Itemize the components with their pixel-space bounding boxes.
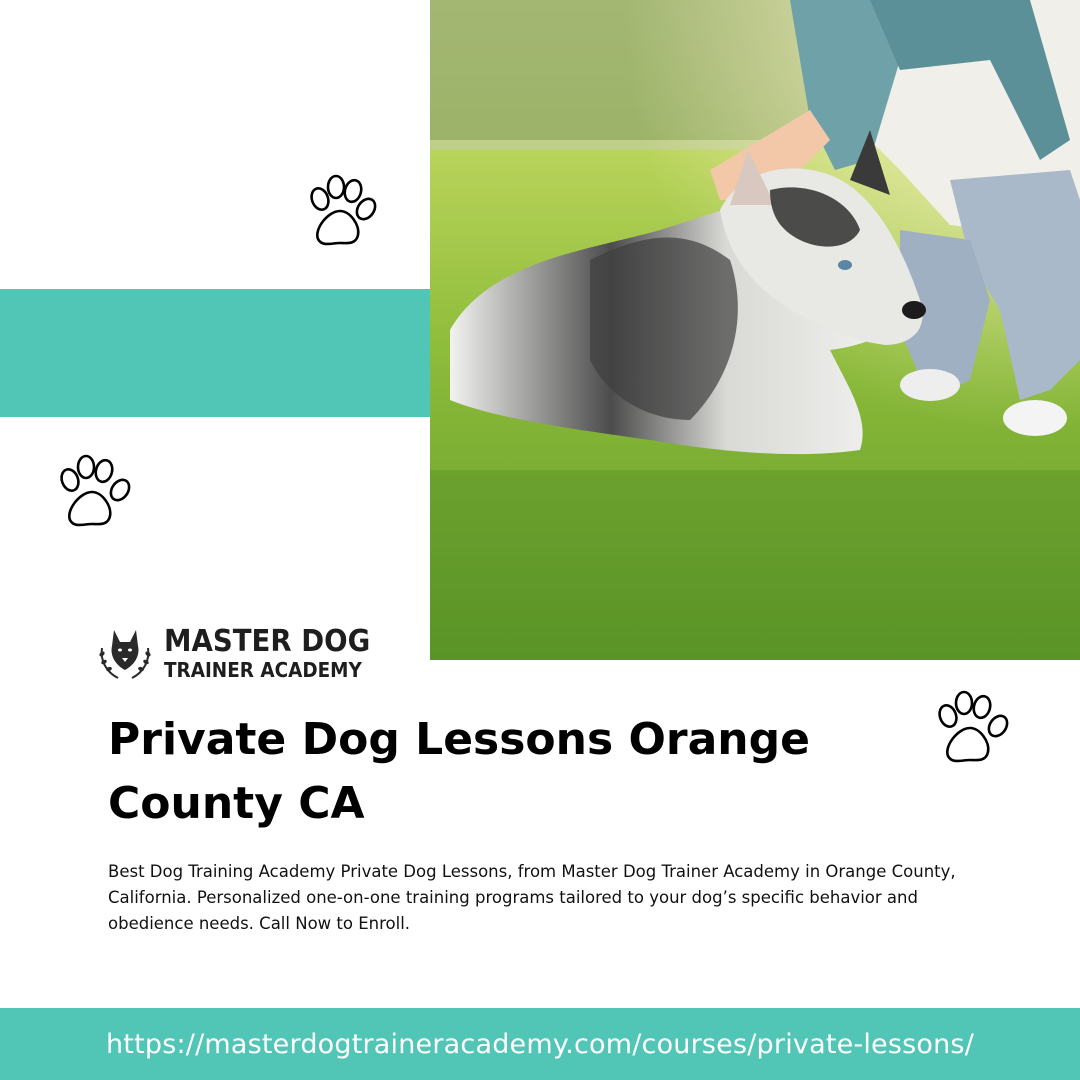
brand-name-line2: TRAINER ACADEMY	[164, 657, 362, 682]
teal-accent-band	[0, 289, 430, 417]
brand-wordmark	[164, 623, 388, 682]
dog-head-laurel-icon	[96, 624, 154, 682]
footer-bar	[0, 1008, 1080, 1080]
paw-print-icon	[934, 690, 1014, 770]
page-title: Private Dog Lessons Orange County CA	[108, 714, 810, 829]
website-link[interactable]: https://masterdogtraineracademy.com/courses/private-lessons/	[106, 1028, 974, 1060]
paw-print-icon	[56, 454, 136, 534]
brand-name-line1: MASTER DOG	[164, 623, 371, 659]
dog-photo	[430, 0, 1080, 660]
description-text: Best Dog Training Academy Private Dog Lessons, from Master Dog Trainer Academy in Orange County, California. Personalized one-on-one training programs tailored to your dog’s specific behavior and obedience needs. Call Now to Enroll.	[108, 862, 956, 933]
paw-print-icon	[300, 173, 380, 253]
brand-logo	[96, 624, 406, 682]
